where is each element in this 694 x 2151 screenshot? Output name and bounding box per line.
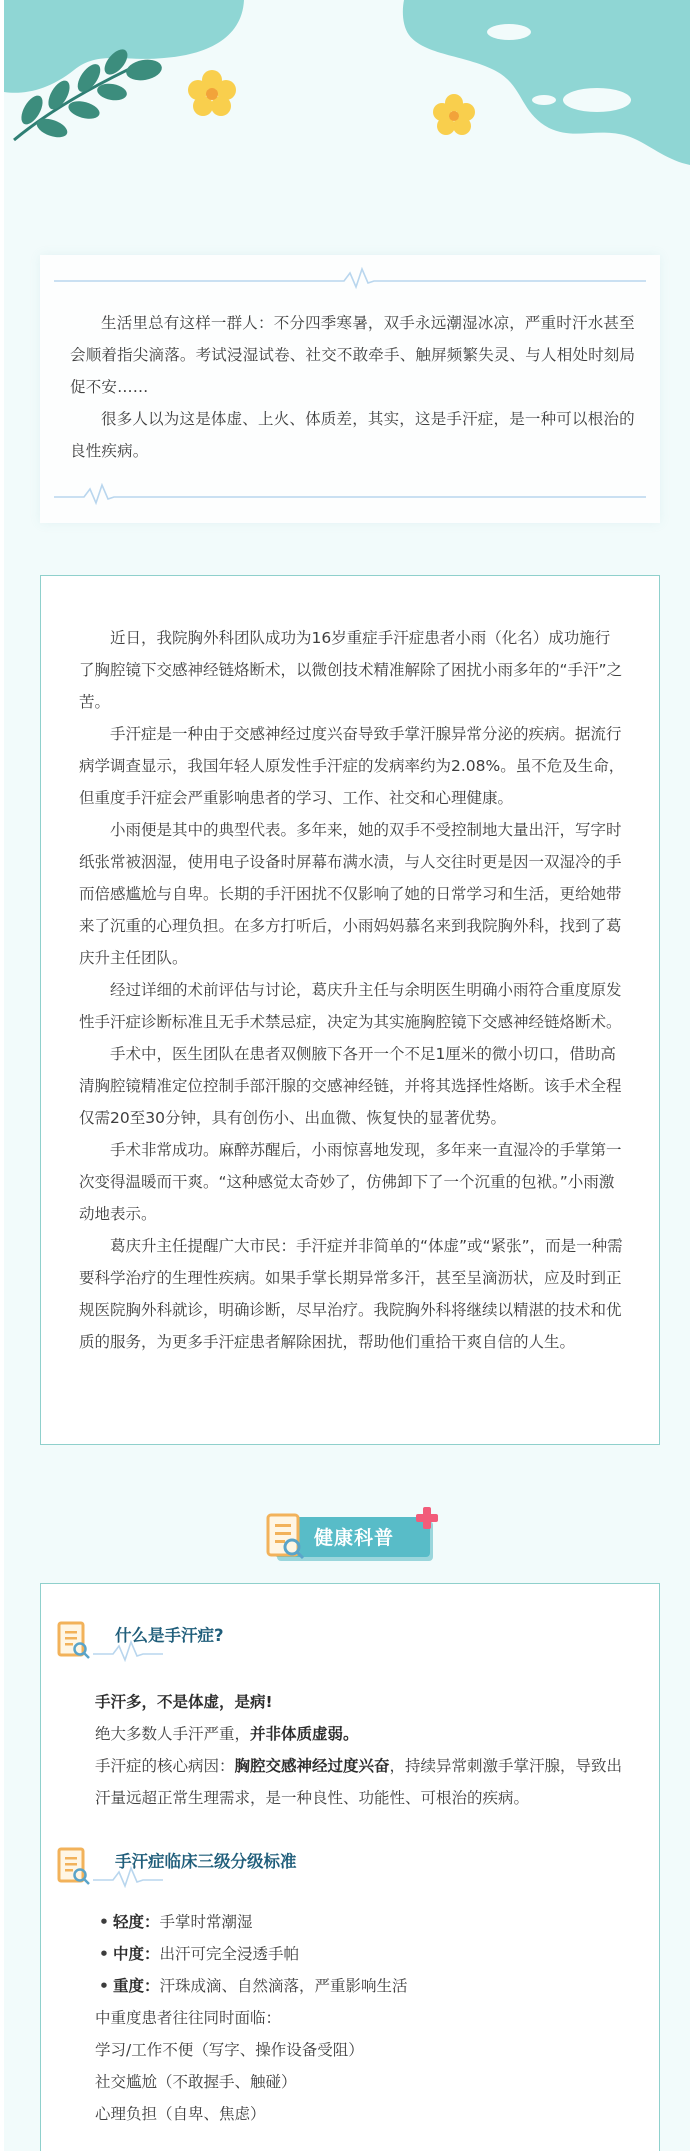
story-paragraph: 手术中，医生团队在患者双侧腋下各开一个不足1厘米的微小切口，借助高清胸腔镜精准定位控制手部汗腺的交感神经链，并将其选择性烙断。该手术全程仅需20至30分钟，具有创伤小、出血微、恢复快的显著优势。 [79, 1045, 622, 1127]
what-is-line-prefix: 绝大多数人手汗严重， [95, 1725, 251, 1743]
what-is-line-bold: 并非体质虚弱。 [250, 1725, 359, 1743]
medical-document-icon [55, 1846, 95, 1890]
intro-paragraph: 生活里总有这样一群人：不分四季寒暑，双手永远潮湿冰凉，严重时汗水甚至会顺着指尖滴落。考试浸湿试卷、社交不敢牵手、触屏频繁失灵、与人相处时刻局促不安…… [70, 314, 636, 396]
what-is-title: 什么是手汗症? [115, 1626, 224, 1645]
impact-item: 心理负担（自卑、焦虑） [95, 2105, 266, 2123]
page [4, 0, 690, 2151]
what-is-emphasis: 手汗多，不是体虚，是病! [95, 1693, 273, 1711]
news-story-card [40, 575, 660, 1445]
intro-card [40, 255, 660, 523]
story-paragraph: 经过详细的术前评估与讨论，葛庆升主任与余明医生明确小雨符合重度原发性手汗症诊断标准且无手术禁忌症，决定为其实施胸腔镜下交感神经链烙断术。 [79, 981, 622, 1031]
cause-suffix: ，持续异常刺激手掌汗腺，导致出汗量远超正常生理需求，是一种良性、功能性、可根治的疾病。 [95, 1757, 623, 1807]
header-banner-illustration [4, 0, 690, 175]
story-paragraph: 葛庆升主任提醒广大市民：手汗症并非简单的“体虚”或“紧张”，而是一种需要科学治疗的生理性疾病。如果手掌长期异常多汗，甚至呈滴沥状，应及时到正规医院胸外科就诊，明确诊断，尽早治疗。我院胸外科将继续以精湛的技术和优质的服务，为更多手汗症患者解除困扰，帮助他们重拾干爽自信的人生。 [79, 1237, 623, 1351]
what-is-heading [55, 1620, 355, 1664]
grade-item: • 中度：出汗可完全浸透手帕 [99, 1945, 300, 1963]
heartbeat-line-icon [54, 267, 646, 291]
grade-desc: 出汗可完全浸透手帕 [159, 1945, 300, 1963]
story-paragraph: 手汗症是一种由于交感神经过度兴奋导致手掌汗腺异常分泌的疾病。据流行病学调查显示，我国年轻人原发性手汗症的发病率约为2.08%。虽不危及生命，但重度手汗症会严重影响患者的学习、工作、社交和心理健康。 [79, 725, 625, 807]
health-science-card [40, 1583, 660, 2151]
section-title: 健康科普 [314, 1527, 395, 1549]
impact-intro: 中重度患者往往同时面临： [95, 2009, 282, 2027]
story-paragraph: 手术非常成功。麻醉苏醒后，小雨惊喜地发现，多年来一直湿冷的手掌第一次变得温暖而干爽。“这种感觉太奇妙了，仿佛卸下了一个沉重的包袱。”小雨激动地表示。 [79, 1141, 622, 1223]
medical-document-icon [55, 1620, 95, 1664]
grading-title: 手汗症临床三级分级标准 [115, 1852, 297, 1871]
cause-prefix: 手汗症的核心病因： [95, 1757, 235, 1775]
grade-name: 重度： [113, 1977, 160, 1995]
grade-item: • 重度：汗珠成滴、自然滴落，严重影响生活 [99, 1977, 408, 1995]
grade-desc: 汗珠成滴、自然滴落，严重影响生活 [159, 1977, 408, 1995]
medical-document-icon [262, 1511, 310, 1563]
what-is-text [95, 1686, 635, 1814]
what-is-line [95, 1718, 635, 1750]
impact-item: 学习/工作不便（写字、操作设备受阻） [95, 2041, 364, 2059]
health-section-header [262, 1505, 442, 1565]
grade-name: 中度： [113, 1945, 160, 1963]
grading-heading [55, 1846, 355, 1890]
grade-item: • 轻度：手掌时常潮湿 [99, 1913, 253, 1931]
story-paragraph: 小雨便是其中的典型代表。多年来，她的双手不受控制地大量出汗，写字时纸张常被洇湿，使用电子设备时屏幕布满水渍，与人交往时更是因一双湿冷的手而倍感尴尬与自卑。长期的手汗困扰不仅影响了她的日常学习和生活，更给她带来了沉重的心理负担。在多方打听后，小雨妈妈慕名来到我院胸外科，找到了葛庆升主任团队。 [79, 821, 622, 967]
heartbeat-line-icon [54, 483, 646, 507]
grade-desc: 手掌时常潮湿 [159, 1913, 253, 1931]
news-story-text [79, 622, 625, 1358]
story-paragraph: 近日，我院胸外科团队成功为16岁重症手汗症患者小雨（化名）成功施行了胸腔镜下交感神经链烙断术，以微创技术精准解除了困扰小雨多年的“手汗”之苦。 [79, 629, 623, 711]
grading-text [95, 1906, 635, 2130]
grade-name: 轻度： [113, 1913, 160, 1931]
impact-item: 社交尴尬（不敢握手、触碰） [95, 2073, 297, 2091]
intro-paragraph: 很多人以为这是体虚、上火、体质差，其实，这是手汗症，是一种可以根治的良性疾病。 [70, 410, 635, 460]
intro-text [70, 307, 636, 467]
cause-bold: 胸腔交感神经过度兴奋 [234, 1757, 390, 1775]
medical-plus-icon [414, 1505, 440, 1531]
what-is-cause [95, 1750, 635, 1814]
